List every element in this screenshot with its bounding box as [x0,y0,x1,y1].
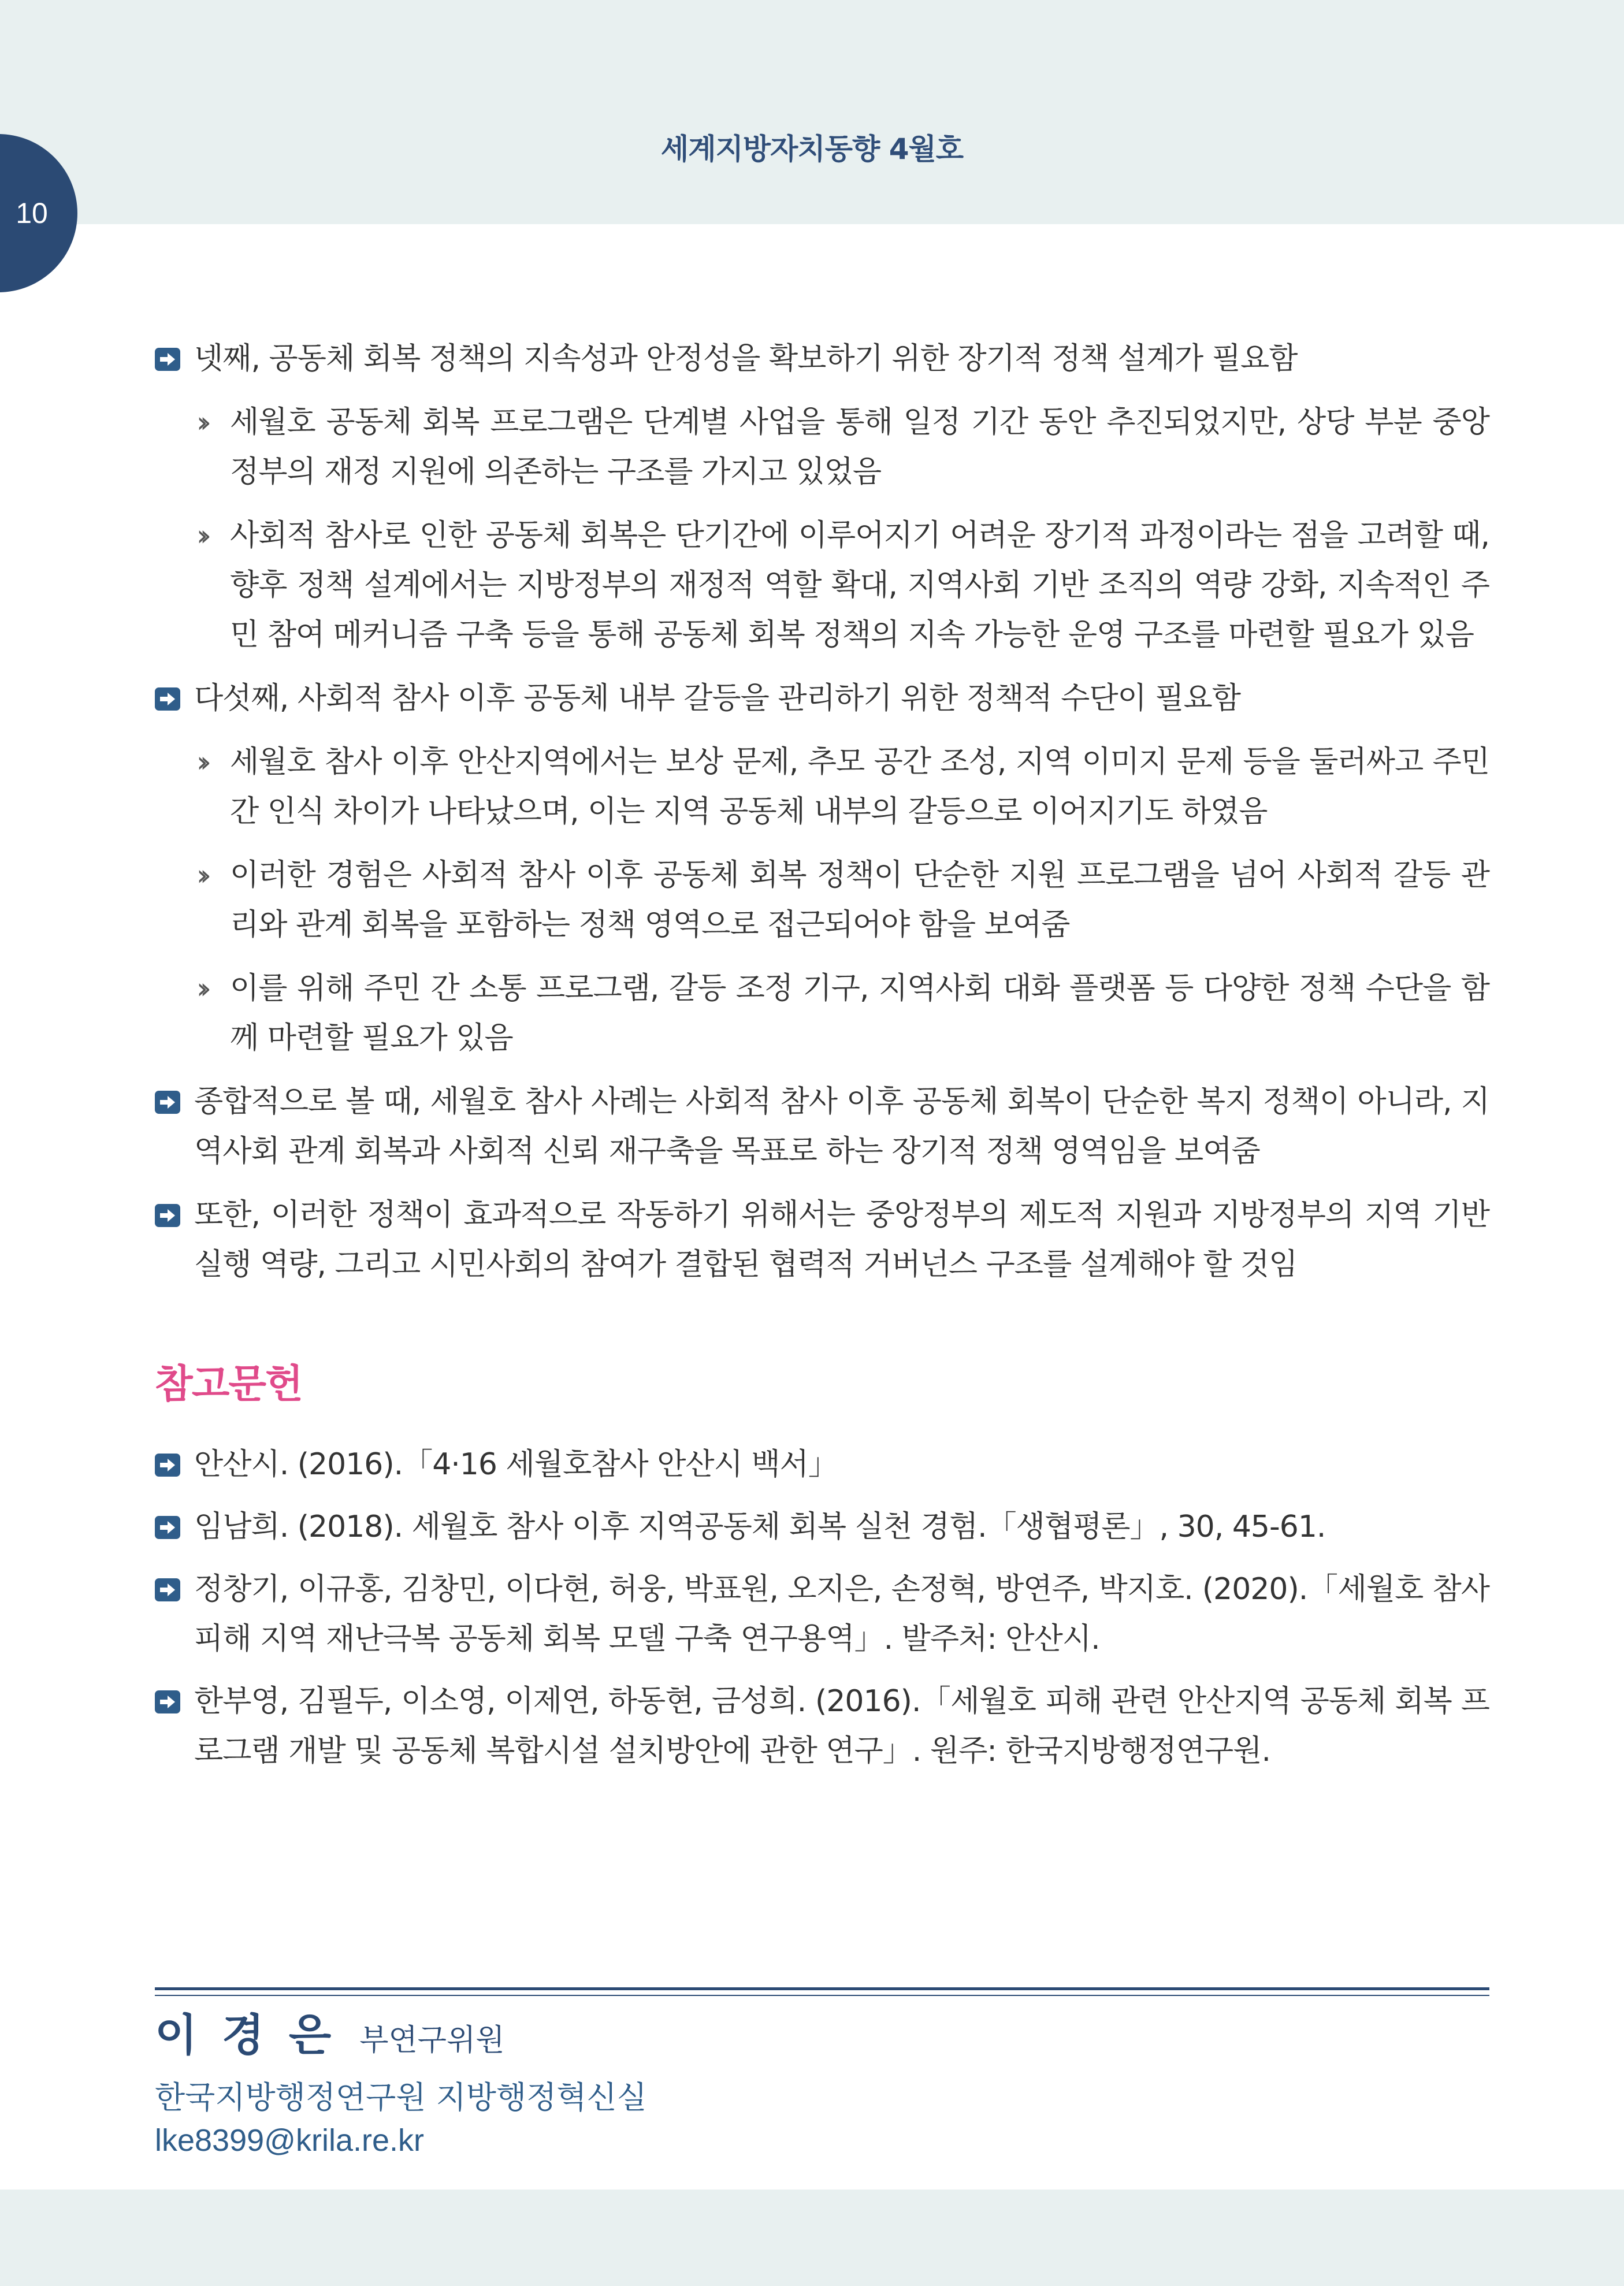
reference-item-text: 한부영, 김필두, 이소영, 이제연, 하동현, 금성희. (2016).「세월호 피해 관련 안산지역 공동체 회복 프로그램 개발 및 공동체 복합시설 설치방안에 관한 연구」. 원주: 한국지방행정연구원. [194,1684,1489,1768]
sub-bullet-item [196,850,1489,950]
arrow-box-icon [155,1516,180,1539]
arrow-box-icon [155,1204,180,1227]
sub-bullet-item-text: 이를 위해 주민 간 소통 프로그램, 갈등 조정 기구, 지역사회 대화 플랫폼 등 다양한 정책 수단을 함께 마련할 필요가 있음 [230,971,1489,1055]
sub-bullet-item-text: 사회적 참사로 인한 공동체 회복은 단기간에 이루어지기 어려운 장기적 과정이라는 점을 고려할 때, 향후 정책 설계에서는 지방정부의 재정적 역할 확대, 지역사회 기반 조직의 역량 강화, 지속적인 주민 참여 메커니즘 구축 등을 통해 공동체 회복 정책의 지속 가능한 운영 구조를 마련할 필요가 있음 [230,518,1489,652]
sub-bullet-item [196,964,1489,1063]
double-chevron-icon: ›› [196,406,203,439]
author-name: 이 경 은 [155,2009,336,2061]
reference-item [155,1564,1489,1664]
arrow-box-icon [155,1578,180,1601]
bullet-item-text: 종합적으로 볼 때, 세월호 참사 사례는 사회적 참사 이후 공동체 회복이 단순한 복지 정책이 아니라, 지역사회 관계 회복과 사회적 신뢰 재구축을 목표로 하는 장기적 정책 영역임을 보여줌 [194,1084,1489,1169]
bullet-item [155,1190,1489,1289]
reference-item-text: 임남희. (2018). 세월호 참사 이후 지역공동체 회복 실천 경험.「생협평론」, 30, 45-61. [194,1510,1326,1544]
reference-item [155,1440,1489,1489]
author-box [155,1987,1489,2162]
author-divider [155,1987,1489,1990]
author-divider-thin [155,1995,1489,1996]
page-number: 10 [16,197,48,229]
bullet-item-text: 또한, 이러한 정책이 효과적으로 작동하기 위해서는 중앙정부의 제도적 지원과 지방정부의 지역 기반 실행 역량, 그리고 시민사회의 참여가 결합된 협력적 거버넌스 구조를 설계해야 할 것임 [194,1198,1489,1282]
arrow-box-icon [155,1690,180,1713]
footer-band [0,2190,1624,2286]
reference-item-text: 안산시. (2016).「4·16 세월호참사 안산시 백서」 [194,1447,838,1482]
double-chevron-icon: ›› [196,519,203,552]
sub-bullet-item-text: 세월호 참사 이후 안산지역에서는 보상 문제, 추모 공간 조성, 지역 이미지 문제 등을 둘러싸고 주민 간 인식 차이가 나타났으며, 이는 지역 공동체 내부의 갈등으로 이어지기도 하였음 [230,745,1489,829]
references-list [155,1440,1489,1776]
arrow-box-icon [155,348,180,371]
bullet-item [155,674,1489,723]
reference-item [155,1502,1489,1552]
reference-item [155,1677,1489,1776]
bullet-item [155,334,1489,384]
bullet-item [155,1077,1489,1176]
author-role: 부연구위원 [359,2023,505,2058]
sub-bullet-item [196,737,1489,837]
running-header-title: 세계지방자치동향 4월호 [660,132,964,166]
references-heading: 참고문헌 [155,1362,302,1407]
sub-bullet-item [196,511,1489,660]
arrow-box-icon [155,1454,180,1477]
arrow-box-icon [155,1091,180,1114]
reference-item-text: 정창기, 이규홍, 김창민, 이다현, 허웅, 박표원, 오지은, 손정혁, 방연주, 박지호. (2020).「세월호 참사 피해 지역 재난극복 공동체 회복 모델 구축 연구용역」. 발주처: 안산시. [194,1572,1489,1656]
sub-bullet-item [196,397,1489,497]
header-band [0,0,1624,224]
bullet-item-text: 다섯째, 사회적 참사 이후 공동체 내부 갈등을 관리하기 위한 정책적 수단이 필요함 [194,681,1241,716]
double-chevron-icon: ›› [196,972,203,1005]
author-email: lke8399@krila.re.kr [155,2123,424,2158]
double-chevron-icon: ›› [196,858,203,892]
author-line [155,2006,1489,2076]
double-chevron-icon: ›› [196,745,203,779]
bullet-item-text: 넷째, 공동체 회복 정책의 지속성과 안정성을 확보하기 위한 장기적 정책 설계가 필요함 [194,341,1298,376]
main-content [155,334,1489,1776]
arrow-box-icon [155,687,180,711]
author-organization: 한국지방행정연구원 지방행정혁신실 [155,2079,647,2116]
sub-bullet-item-text: 이러한 경험은 사회적 참사 이후 공동체 회복 정책이 단순한 지원 프로그램을 넘어 사회적 갈등 관리와 관계 회복을 포함하는 정책 영역으로 접근되어야 함을 보여줌 [230,858,1489,942]
body-bullet-list [155,334,1489,1289]
sub-bullet-item-text: 세월호 공동체 회복 프로그램은 단계별 사업을 통해 일정 기간 동안 추진되었지만, 상당 부분 중앙정부의 재정 지원에 의존하는 구조를 가지고 있었음 [230,405,1489,489]
